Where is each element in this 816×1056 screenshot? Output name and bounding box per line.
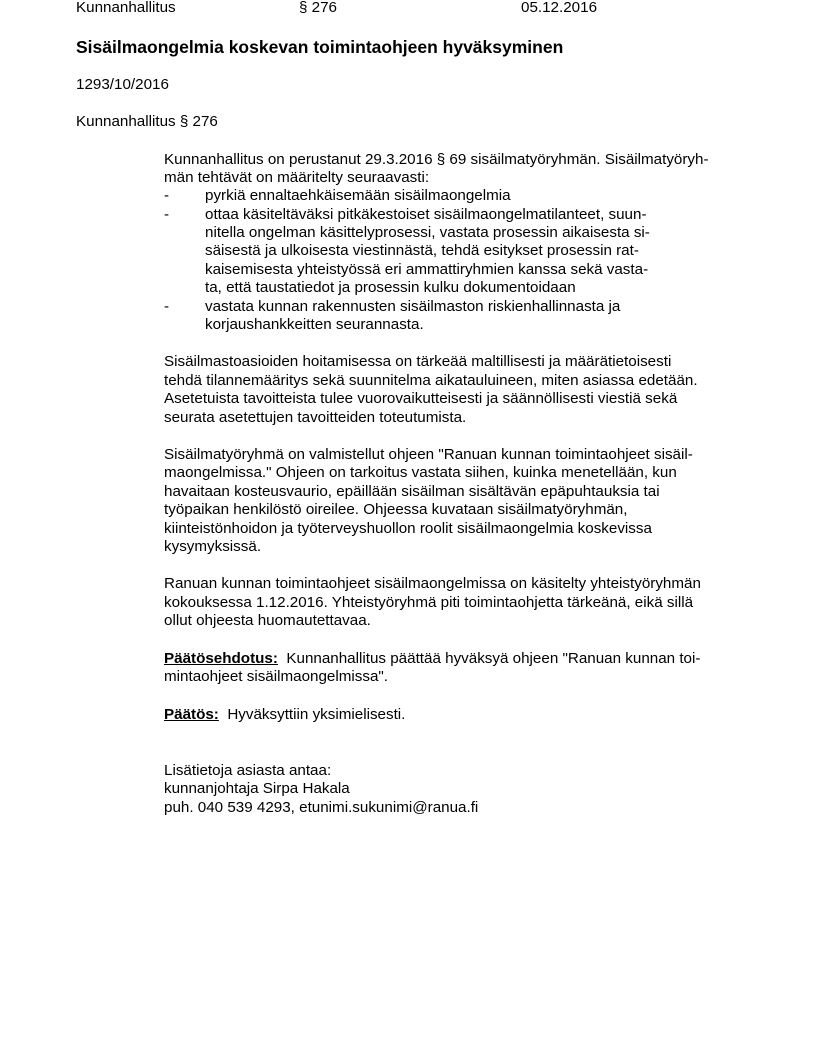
paragraph-line: kiinteistönhoidon ja työterveyshuollon roolit sisäilmaongelmia koskevissa (164, 520, 652, 537)
case-number: 1293/10/2016 (76, 76, 169, 93)
decision (164, 706, 405, 724)
bullet-marker: - (164, 206, 170, 223)
proposal-text: mintaohjeet sisäilmaongelmissa". (164, 668, 389, 685)
list-item: säisestä ja ulkoisesta viestinnästä, tehdä esitykset prosessin rat- (205, 242, 639, 259)
list-item: ta, että taustatiedot ja prosessin kulku dokumentoidaan (205, 279, 576, 296)
paragraph-line: maongelmissa." Ohjeen on tarkoitus vastata siihen, kuinka menetellään, kun (164, 464, 677, 481)
contact-line: Lisätietoja asiasta antaa: (164, 762, 332, 779)
proposal-text: Kunnanhallitus päättää hyväksyä ohjeen "Ranuan kunnan toi- (286, 650, 701, 667)
list-item: vastata kunnan rakennusten sisäilmaston riskienhallinnasta ja (205, 298, 621, 315)
list-item: korjaushankkeitten seurannasta. (205, 316, 424, 333)
intro-line: män tehtävät on määritelty seuraavasti: (164, 169, 430, 186)
bullet-marker: - (164, 187, 170, 204)
document-title: Sisäilmaongelmia koskevan toimintaohjeen hyväksyminen (76, 37, 564, 57)
paragraph-line: kokouksessa 1.12.2016. Yhteistyöryhmä piti toimintaohjetta tärkeänä, eikä sillä (164, 594, 694, 611)
header-body-name: Kunnanhallitus (76, 0, 176, 16)
paragraph-line: seurata asetettujen tavoitteiden toteutumista. (164, 409, 467, 426)
paragraph-line: Sisäilmastoasioiden hoitamisessa on tärkeää maltillisesti ja määrätietoisesti (164, 353, 672, 370)
paragraph-line: työpaikan henkilöstö oireilee. Ohjeessa kuvataan sisäilmatyöryhmän, (164, 501, 628, 518)
paragraph-line: ollut ohjeesta huomautettavaa. (164, 612, 371, 629)
decision-label: Päätös: (164, 706, 219, 723)
decision-text: Hyväksyttiin yksimielisesti. (227, 706, 406, 723)
list-item: ottaa käsiteltäväksi pitkäkestoiset sisäilmaongelmatilanteet, suun- (205, 206, 647, 223)
paragraph-line: tehdä tilannemääritys sekä suunnitelma aikatauluineen, miten asiassa edetään. (164, 372, 698, 389)
list-item: nitella ongelman käsittelyprosessi, vastata prosessin aikaisesta si- (205, 224, 650, 241)
bullet-marker: - (164, 298, 170, 315)
contact-line: puh. 040 539 4293, etunimi.sukunimi@ranua.fi (164, 799, 479, 816)
paragraph-line: Asetetuista tavoitteista tulee vuorovaikutteisesti ja säännöllisesti viestiä sekä (164, 390, 678, 407)
proposal-label: Päätösehdotus: (164, 650, 278, 667)
paragraph-line: kysymyksissä. (164, 538, 262, 555)
paragraph-line: Ranuan kunnan toimintaohjeet sisäilmaongelmissa on käsitelty yhteistyöryhmän (164, 575, 701, 592)
list-item: pyrkiä ennaltaehkäisemään sisäilmaongelmia (205, 187, 511, 204)
header-section: § 276 (299, 0, 338, 16)
paragraph-line: Sisäilmatyöryhmä on valmistellut ohjeen "Ranuan kunnan toimintaohjeet sisäil- (164, 446, 693, 463)
reference: Kunnanhallitus § 276 (76, 113, 218, 130)
proposal (164, 650, 700, 668)
list-item: kaisemisesta yhteistyössä eri ammattiryhmien kanssa sekä vasta- (205, 261, 649, 278)
paragraph-line: havaitaan kosteusvaurio, epäillään sisäilman sisältävän epäpuhtauksia tai (164, 483, 660, 500)
contact-line: kunnanjohtaja Sirpa Hakala (164, 780, 350, 797)
intro-line: Kunnanhallitus on perustanut 29.3.2016 § 69 sisäilmatyöryhmän. Sisäilmatyöryh- (164, 151, 709, 168)
header-date: 05.12.2016 (521, 0, 598, 16)
